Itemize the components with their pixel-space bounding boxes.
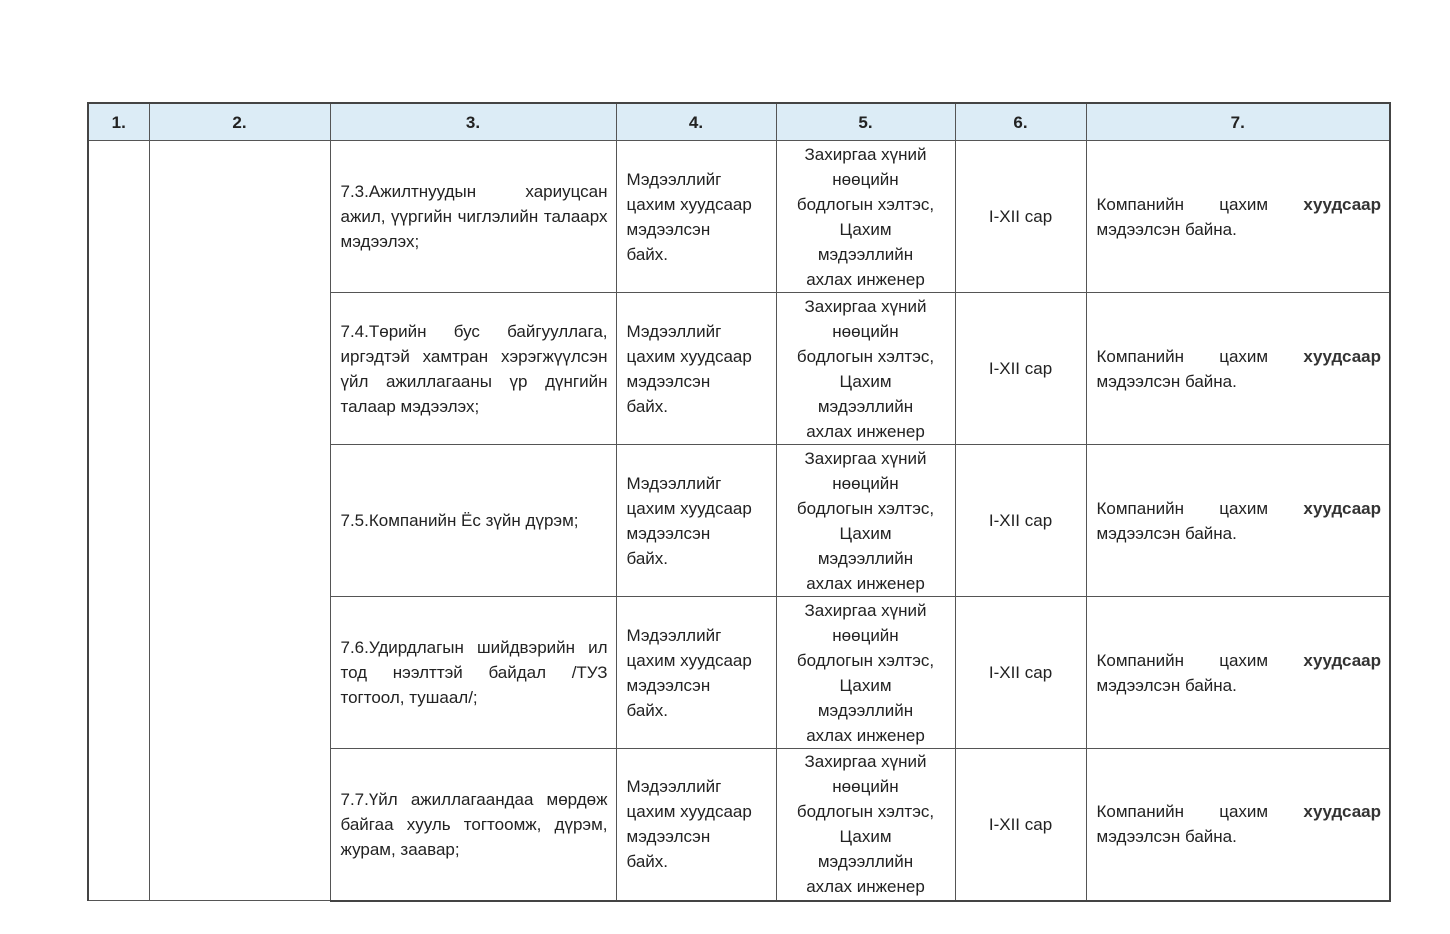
indicator-cell — [616, 445, 776, 597]
number-cell — [88, 141, 149, 901]
indicator-line: цахим хуудсаар — [626, 802, 752, 822]
header-col-5: 5. — [776, 103, 955, 141]
indicator-cell — [616, 141, 776, 293]
responsible-line: ахлах инженер — [806, 573, 925, 593]
activity-cell: 7.7.Үйл ажиллагаандаа мөрдөж байгаа хууль тогтоомж, дүрэм, журам, заавар; — [330, 749, 616, 901]
indicator-cell — [616, 597, 776, 749]
header-col-2: 2. — [149, 103, 330, 141]
result-word-bold: хуудсаар — [1303, 346, 1381, 366]
result-line: мэдээлсэн байна. — [1096, 675, 1237, 695]
indicator-line: цахим хуудсаар — [626, 194, 752, 214]
responsible-line: мэдээллийн — [817, 700, 914, 720]
result-word: Компанийн — [1096, 194, 1184, 214]
responsible-line: нөөцийн — [832, 169, 899, 189]
indicator-line: цахим хуудсаар — [626, 650, 752, 670]
result-cell — [1086, 293, 1390, 445]
indicator-line: Мэдээллийг — [626, 625, 722, 645]
period-cell: I-XII сар — [955, 445, 1086, 597]
responsible-line: мэдээллийн — [817, 244, 914, 264]
goal-cell — [149, 141, 330, 901]
result-cell — [1086, 597, 1390, 749]
result-word-bold: хуудсаар — [1303, 802, 1381, 822]
indicator-line: цахим хуудсаар — [626, 498, 752, 518]
responsible-line: Цахим — [839, 675, 892, 695]
responsible-line: мэдээллийн — [817, 852, 914, 872]
result-word: цахим — [1219, 650, 1269, 670]
result-word: цахим — [1219, 346, 1269, 366]
indicator-line: байх. — [626, 244, 669, 264]
indicator-line: мэдээлсэн — [626, 219, 711, 239]
responsible-line: мэдээллийн — [817, 548, 914, 568]
header-col-3: 3. — [330, 103, 616, 141]
responsible-line: бодлогын хэлтэс, — [796, 650, 935, 670]
indicator-cell — [616, 293, 776, 445]
result-line: мэдээлсэн байна. — [1096, 219, 1237, 239]
responsible-line: Цахим — [839, 371, 892, 391]
result-line — [1097, 496, 1382, 521]
indicator-line: байх. — [626, 700, 669, 720]
responsible-line: ахлах инженер — [806, 725, 925, 745]
responsible-line: Захиргаа хүний — [804, 448, 927, 468]
activity-cell: 7.5.Компанийн Ёс зүйн дүрэм; — [330, 445, 616, 597]
result-line — [1097, 799, 1382, 824]
indicator-line: мэдээлсэн — [626, 827, 711, 847]
result-word-bold: хуудсаар — [1303, 194, 1381, 214]
indicator-line: Мэдээллийг — [626, 321, 722, 341]
result-line — [1097, 344, 1382, 369]
result-word: Компанийн — [1096, 802, 1184, 822]
indicator-line: байх. — [626, 548, 669, 568]
result-line — [1097, 648, 1382, 673]
result-word: цахим — [1219, 498, 1269, 518]
responsible-line: бодлогын хэлтэс, — [796, 346, 935, 366]
responsible-line: нөөцийн — [832, 473, 899, 493]
table-row — [88, 141, 1390, 293]
indicator-line: Мэдээллийг — [626, 777, 722, 797]
header-col-1: 1. — [88, 103, 149, 141]
indicator-line: байх. — [626, 396, 669, 416]
result-line: мэдээлсэн байна. — [1096, 371, 1237, 391]
result-line: мэдээлсэн байна. — [1096, 523, 1237, 543]
responsible-line: нөөцийн — [832, 321, 899, 341]
responsible-cell — [776, 597, 955, 749]
responsible-cell — [776, 445, 955, 597]
result-cell — [1086, 749, 1390, 901]
responsible-cell — [776, 141, 955, 293]
indicator-line: мэдээлсэн — [626, 675, 711, 695]
period-cell: I-XII сар — [955, 749, 1086, 901]
indicator-line: мэдээлсэн — [626, 371, 711, 391]
responsible-line: Цахим — [839, 523, 892, 543]
responsible-line: Захиргаа хүний — [804, 752, 927, 772]
responsible-line: Захиргаа хүний — [804, 600, 927, 620]
result-word: цахим — [1219, 802, 1269, 822]
result-word: Компанийн — [1096, 498, 1184, 518]
period-cell: I-XII сар — [955, 293, 1086, 445]
activity-cell: 7.4.Төрийн бус байгууллага, иргэдтэй хамтран хэрэгжүүлсэн үйл ажиллагааны үр дүнгийн талаар мэдээлэх; — [330, 293, 616, 445]
header-col-7: 7. — [1086, 103, 1390, 141]
indicator-cell — [616, 749, 776, 901]
header-col-4: 4. — [616, 103, 776, 141]
result-line: мэдээлсэн байна. — [1096, 827, 1237, 847]
responsible-line: бодлогын хэлтэс, — [796, 498, 935, 518]
period-cell: I-XII сар — [955, 141, 1086, 293]
responsible-line: мэдээллийн — [817, 396, 914, 416]
indicator-line: мэдээлсэн — [626, 523, 711, 543]
indicator-line: цахим хуудсаар — [626, 346, 752, 366]
table-body — [88, 141, 1390, 901]
responsible-cell — [776, 293, 955, 445]
activity-cell: 7.3.Ажилтнуудын хариуцсан ажил, үүргийн чиглэлийн талаарх мэдээлэх; — [330, 141, 616, 293]
indicator-line: байх. — [626, 852, 669, 872]
result-word-bold: хуудсаар — [1303, 650, 1381, 670]
activity-cell: 7.6.Удирдлагын шийдвэрийн ил тод нээлттэй байдал /ТУЗ тогтоол, тушаал/; — [330, 597, 616, 749]
responsible-line: Захиргаа хүний — [804, 296, 927, 316]
responsible-line: Цахим — [839, 219, 892, 239]
plan-table — [87, 102, 1391, 902]
result-line — [1097, 192, 1382, 217]
header-col-6: 6. — [955, 103, 1086, 141]
responsible-line: нөөцийн — [832, 777, 899, 797]
responsible-line: ахлах инженер — [806, 877, 925, 897]
result-word: Компанийн — [1096, 650, 1184, 670]
result-cell — [1086, 445, 1390, 597]
result-word: цахим — [1219, 194, 1269, 214]
responsible-line: ахлах инженер — [806, 269, 925, 289]
responsible-line: нөөцийн — [832, 625, 899, 645]
responsible-cell — [776, 749, 955, 901]
result-cell — [1086, 141, 1390, 293]
responsible-line: ахлах инженер — [806, 421, 925, 441]
responsible-line: бодлогын хэлтэс, — [796, 802, 935, 822]
responsible-line: Цахим — [839, 827, 892, 847]
result-word: Компанийн — [1096, 346, 1184, 366]
period-cell: I-XII сар — [955, 597, 1086, 749]
indicator-line: Мэдээллийг — [626, 473, 722, 493]
result-word-bold: хуудсаар — [1303, 498, 1381, 518]
header-row — [88, 103, 1390, 141]
responsible-line: бодлогын хэлтэс, — [796, 194, 935, 214]
responsible-line: Захиргаа хүний — [804, 144, 927, 164]
indicator-line: Мэдээллийг — [626, 169, 722, 189]
